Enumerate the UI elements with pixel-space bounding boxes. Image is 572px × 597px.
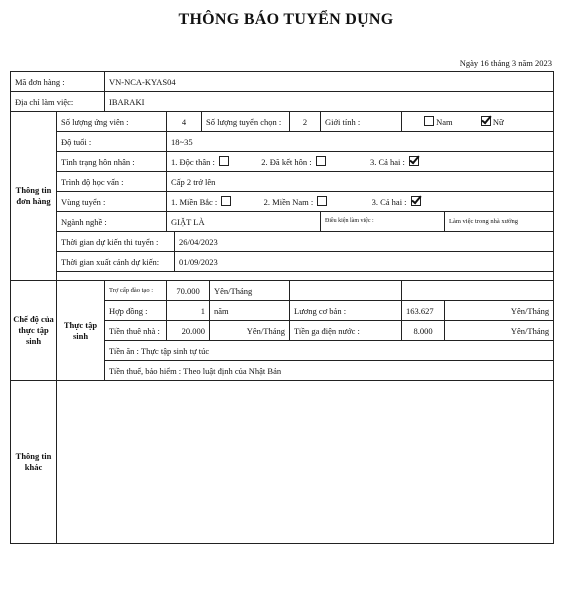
job-value: GIẶT LÀ	[167, 212, 321, 232]
region-row	[11, 192, 554, 212]
candidates-label: Số lượng ứng viên :	[57, 112, 167, 132]
order-info-spacer-row	[11, 272, 554, 281]
benefits-section-label: Chế độ của thực tập sinh	[11, 281, 57, 381]
marital-options	[167, 152, 554, 172]
work-location-label: Địa chỉ làm việc:	[11, 92, 105, 112]
exam-row	[11, 232, 554, 252]
other-info-row	[11, 381, 554, 544]
region-options	[167, 192, 554, 212]
region-label: Vùng tuyển :	[57, 192, 167, 212]
rent-unit: Yên/Tháng	[210, 321, 290, 341]
age-row	[11, 132, 554, 152]
work-condition-label: Điều kiện làm việc :	[321, 212, 445, 232]
document-title: THÔNG BÁO TUYỂN DỤNG	[178, 11, 394, 28]
contract-unit: năm	[210, 301, 290, 321]
departure-date-label: Thời gian xuất cảnh dự kiến:	[57, 252, 175, 272]
utilities-label: Tiền ga điện nước :	[290, 321, 402, 341]
order-code-row	[11, 72, 554, 92]
hires-label: Số lượng tuyển chọn :	[202, 112, 290, 132]
salary-label: Lương cơ bản :	[290, 301, 402, 321]
other-info-section-label: Thông tin khác	[11, 381, 57, 544]
gender-female-label: Nữ	[492, 117, 504, 127]
work-location-value: IBARAKI	[105, 92, 554, 112]
marital-single-checkbox[interactable]	[219, 156, 229, 166]
training-allowance-value: 70.000	[167, 281, 210, 301]
region-south-label: 2. Miền Nam :	[263, 197, 314, 207]
region-south-checkbox[interactable]	[317, 196, 327, 206]
work-location-row	[11, 92, 554, 112]
job-label: Ngành nghề :	[57, 212, 167, 232]
training-allowance-unit: Yên/Tháng	[210, 281, 290, 301]
trainee-label: Thực tập sinh	[57, 281, 105, 381]
work-condition-value: Làm việc trong nhà xưởng	[445, 212, 554, 232]
region-north-label: 1. Miền Bắc :	[171, 197, 218, 207]
document-date: Ngày 16 tháng 3 năm 2023	[459, 58, 552, 68]
marital-both-checkbox[interactable]	[409, 156, 419, 166]
job-row	[11, 212, 554, 232]
exam-date-value: 26/04/2023	[175, 232, 554, 252]
candidates-row	[11, 112, 554, 132]
rent-label: Tiền thuê nhà :	[105, 321, 167, 341]
gender-label: Giới tính :	[321, 112, 402, 132]
education-value: Cấp 2 trở lên	[167, 172, 554, 192]
salary-value: 163.627	[402, 301, 445, 321]
training-allowance-blank-1	[290, 281, 402, 301]
age-value: 18~35	[167, 132, 554, 152]
age-label: Độ tuổi :	[57, 132, 167, 152]
marital-label: Tình trạng hôn nhân :	[57, 152, 167, 172]
utilities-value: 8.000	[402, 321, 445, 341]
salary-unit: Yên/Tháng	[445, 301, 554, 321]
gender-male-label: Nam	[436, 117, 453, 127]
marital-married-checkbox[interactable]	[316, 156, 326, 166]
gender-male-checkbox[interactable]	[424, 116, 434, 126]
region-both-label: 3. Cả hai :	[371, 197, 407, 207]
region-both-checkbox[interactable]	[411, 196, 421, 206]
education-row	[11, 172, 554, 192]
contract-value: 1	[167, 301, 210, 321]
marital-married-label: 2. Đã kết hôn :	[261, 157, 312, 167]
hires-value: 2	[290, 112, 321, 132]
exam-date-label: Thời gian dự kiến thi tuyển :	[57, 232, 175, 252]
education-label: Trình độ học vấn :	[57, 172, 167, 192]
training-allowance-blank-2	[402, 281, 554, 301]
contract-label: Hợp đồng :	[105, 301, 167, 321]
gender-options	[402, 112, 554, 132]
recruitment-form-table	[10, 71, 554, 544]
departure-date-value: 01/09/2023	[175, 252, 554, 272]
utilities-unit: Yên/Tháng	[445, 321, 554, 341]
rent-value: 20.000	[167, 321, 210, 341]
order-code-label: Mã đơn hàng :	[11, 72, 105, 92]
marital-both-label: 3. Cả hai :	[369, 157, 405, 167]
order-code-value: VN-NCA-KYAS04	[105, 72, 554, 92]
gender-female-checkbox[interactable]	[481, 116, 491, 126]
training-allowance-label: Trợ cấp đào tạo :	[105, 281, 167, 301]
tax-insurance-text: Tiền thuế, bảo hiểm : Theo luật định của Nhật Bản	[105, 361, 554, 381]
marital-single-label: 1. Độc thân :	[171, 157, 215, 167]
order-info-spacer	[57, 272, 554, 281]
food-cost-text: Tiền ăn : Thực tập sinh tự túc	[105, 341, 554, 361]
order-info-section-label: Thông tin đơn hàng	[11, 112, 57, 281]
other-info-content	[57, 381, 554, 544]
region-north-checkbox[interactable]	[221, 196, 231, 206]
departure-row	[11, 252, 554, 272]
candidates-value: 4	[167, 112, 202, 132]
training-allowance-row	[11, 281, 554, 301]
marital-row	[11, 152, 554, 172]
